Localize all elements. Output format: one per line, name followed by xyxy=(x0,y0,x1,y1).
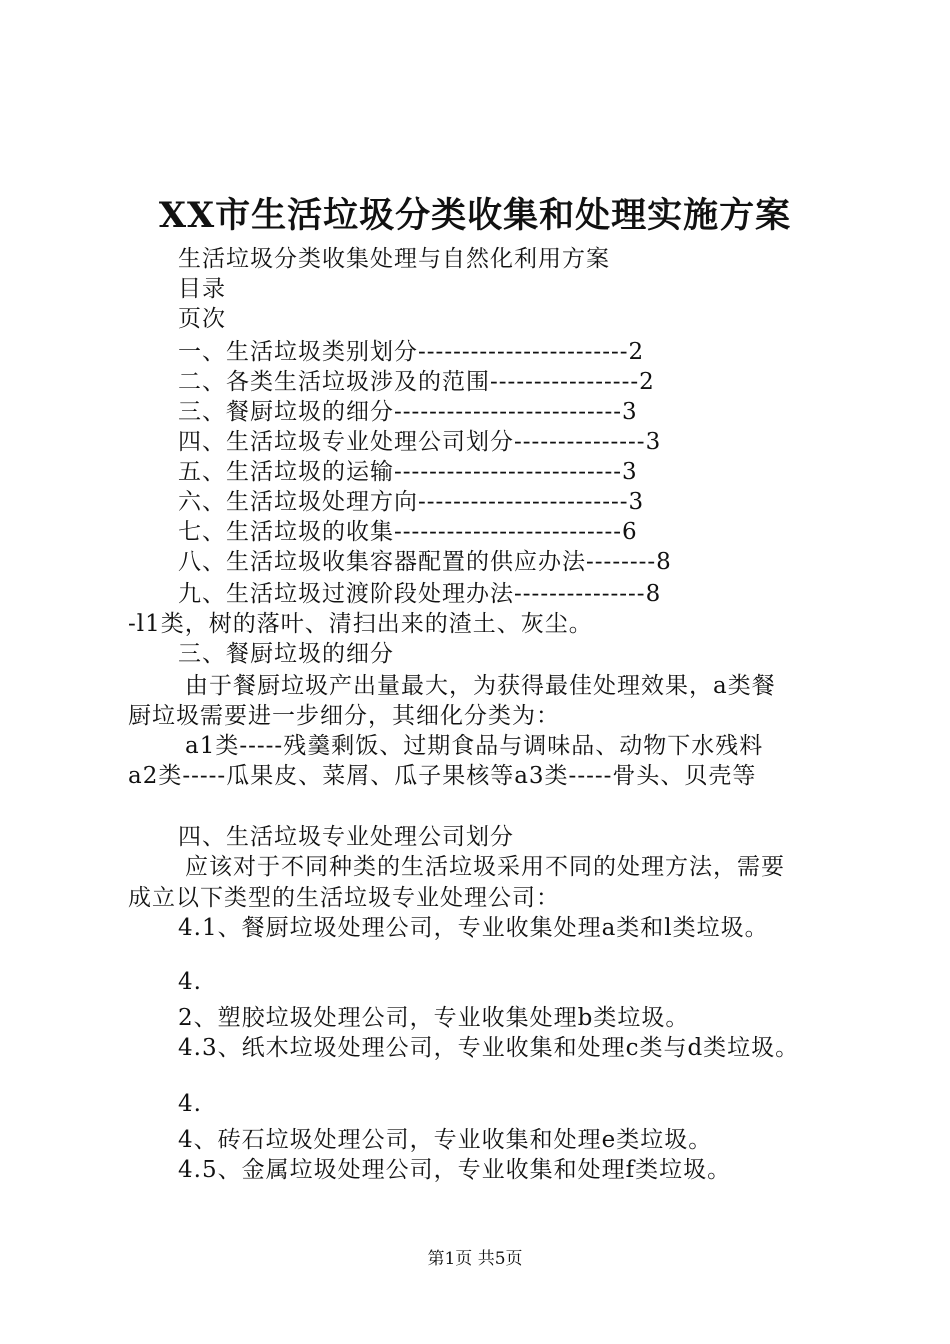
toc-entry: 六、生活垃圾处理方向------------------------3 xyxy=(178,489,645,515)
list-item: 4.1、餐厨垃圾处理公司，专业收集处理a类和l类垃圾。 xyxy=(178,915,769,941)
list-item: 4、砖石垃圾处理公司，专业收集和处理e类垃圾。 xyxy=(178,1127,713,1153)
page-footer: 第1页 共5页 xyxy=(427,1249,523,1269)
paragraph-line: 成立以下类型的生活垃圾专业处理公司： xyxy=(128,885,560,911)
toc-entry: 一、生活垃圾类别划分------------------------2 xyxy=(178,339,645,365)
paragraph-line: 应该对于不同种类的生活垃圾采用不同的处理方法，需要 xyxy=(185,854,785,880)
category-note: -l1类，树的落叶、清扫出来的渣土、灰尘。 xyxy=(128,611,593,637)
list-item: 4. xyxy=(178,969,202,995)
toc-entry: 五、生活垃圾的运输--------------------------3 xyxy=(178,459,638,485)
subtitle: 生活垃圾分类收集处理与自然化利用方案 xyxy=(178,246,610,272)
toc-entry: 八、生活垃圾收集容器配置的供应办法--------8 xyxy=(178,549,672,575)
list-item: 2、塑胶垃圾处理公司，专业收集处理b类垃圾。 xyxy=(178,1005,690,1031)
paragraph-line: 由于餐厨垃圾产出量最大，为获得最佳处理效果，a类餐 xyxy=(185,673,776,699)
list-item: 4. xyxy=(178,1091,202,1117)
toc-entry: 三、餐厨垃圾的细分--------------------------3 xyxy=(178,399,638,425)
paragraph-line: a2类-----瓜果皮、菜屑、瓜子果核等a3类-----骨头、贝壳等 xyxy=(128,763,757,789)
toc-entry: 四、生活垃圾专业处理公司划分---------------3 xyxy=(178,429,662,455)
toc-entry: 七、生活垃圾的收集--------------------------6 xyxy=(178,519,638,545)
toc-page-label: 页次 xyxy=(178,306,226,332)
document-title: XX市生活垃圾分类收集和处理实施方案 xyxy=(158,195,792,236)
section-heading: 三、餐厨垃圾的细分 xyxy=(178,641,394,667)
toc-entry: 二、各类生活垃圾涉及的范围-----------------2 xyxy=(178,369,655,395)
toc-heading: 目录 xyxy=(178,276,226,302)
list-item: 4.5、金属垃圾处理公司，专业收集和处理f类垃圾。 xyxy=(178,1157,732,1183)
toc-entry: 九、生活垃圾过渡阶段处理办法---------------8 xyxy=(178,581,662,607)
paragraph-line: 厨垃圾需要进一步细分，其细化分类为： xyxy=(128,703,560,729)
list-item: 4.3、纸木垃圾处理公司，专业收集和处理c类与d类垃圾。 xyxy=(178,1035,800,1061)
section-heading: 四、生活垃圾专业处理公司划分 xyxy=(178,824,514,850)
paragraph-line: a1类-----残羹剩饭、过期食品与调味品、动物下水残料 xyxy=(185,733,764,759)
